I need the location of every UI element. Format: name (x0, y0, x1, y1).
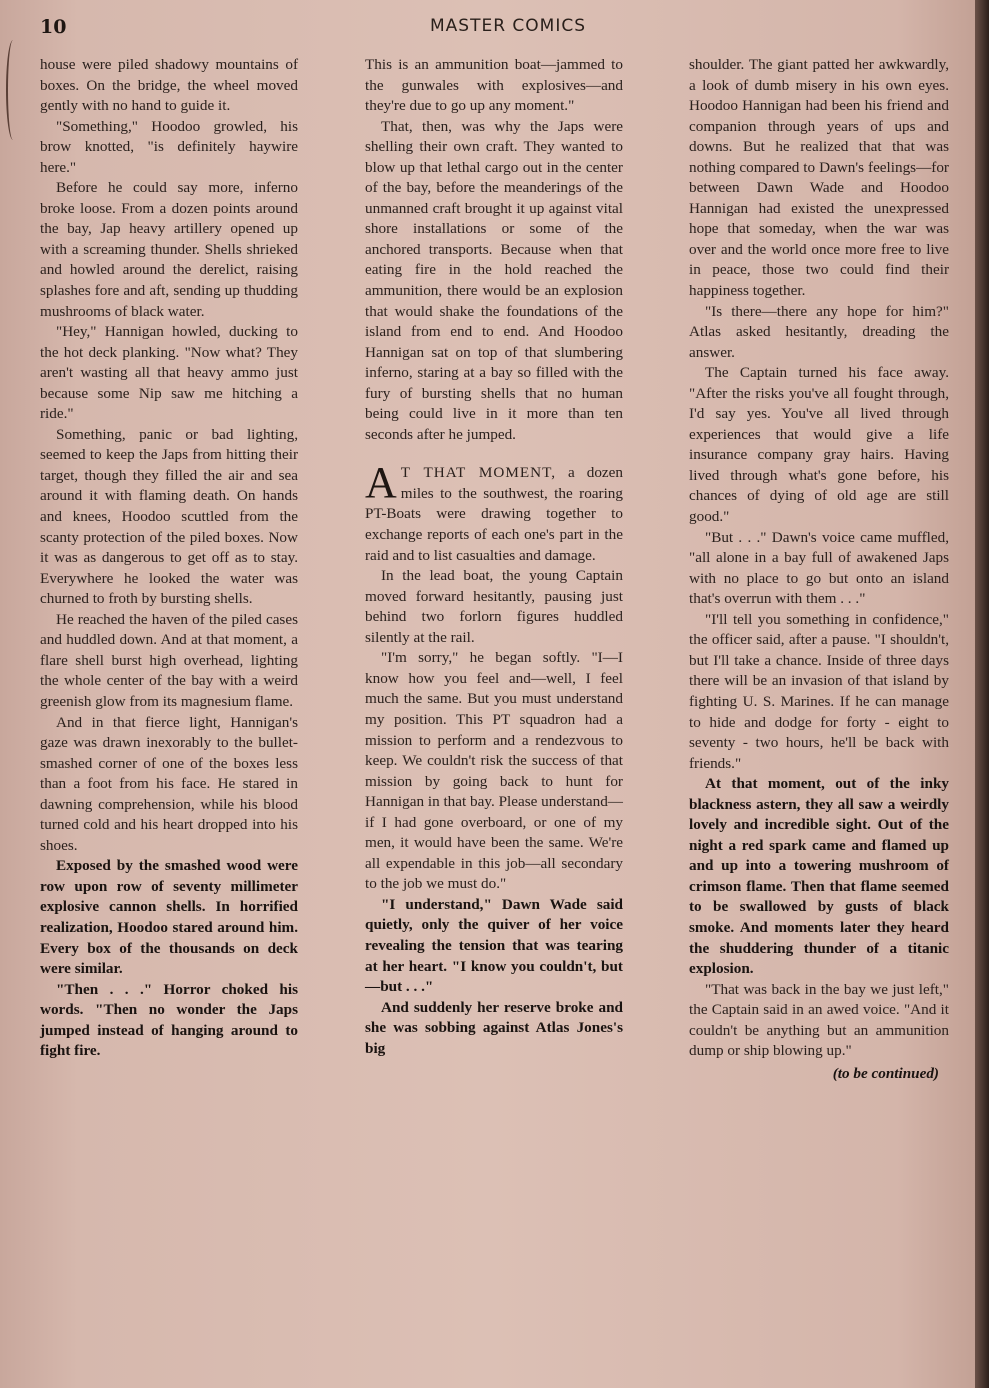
paragraph: "But . . ." Dawn's voice came muffled, "all alone in a bay full of awakened Japs with no place to go but onto an island that's overrun with them . . ." (689, 528, 949, 608)
paragraph: The Captain turned his face away. "After the risks you've all fought through, I'd say yes. You've all lived through experiences that would give a life insurance company gray hairs. Having lived through what's gone before, his chances of dying of old age are still good." (689, 364, 949, 526)
paragraph: "Something," Hoodoo growled, his brow knotted, "is definitely haywire here." (40, 117, 298, 176)
text-column-2 (365, 55, 623, 1059)
paragraph: "Is there—there any hope for him?" Atlas asked hesitantly, dreading the answer. (689, 302, 949, 361)
paragraph: That, then, was why the Japs were shelling their own craft. They wanted to blow up that lethal cargo out in the center of the bay, before the meanderings of the unmanned craft brought it up against vital shore installations or some of the anchored transports. Because when that eating fire in the hold reached the ammunition, there would be an explosion that would shake the foundations of the island from end to end. And Hoodoo Hannigan sat on top of that slumbering inferno, staring at a bay so filled with the fury of bursting shells that no human being could live in it more than ten seconds after he jumped. (365, 117, 623, 443)
text-column-1 (40, 55, 298, 1062)
drop-cap: A (365, 458, 397, 508)
paragraph: shoulder. The giant patted her awkwardly, a look of dumb misery in his own eyes. Hoodoo Hannigan had been his friend and companion through years of ups and downs. But he realized that that was nothing compared to Dawn's feelings—for between Dawn Wade and Hoodoo Hannigan had existed the unexpressed hope that someday, when the war was over and the world once more free to live in peace, those two could find their happiness together. (689, 56, 949, 300)
paragraph: Before he could say more, inferno broke loose. From a dozen points around the bay, Jap heavy artillery opened up with a screaming thunder. Shells shrieked and howled around the derelict, raising splashes fore and aft, sending up thudding mushrooms of black water. (40, 179, 298, 320)
magazine-title: MASTER COMICS (430, 16, 587, 36)
paragraph: "Hey," Hannigan howled, ducking to the hot deck planking. "Now what? They aren't wasting all that heavy ammo just because some Nip saw me hitching a ride." (40, 323, 298, 423)
page-number: 10 (40, 16, 67, 38)
paragraph: "Then . . ." Horror choked his words. "Then no wonder the Japs jumped instead of hanging around to fight fire. (40, 980, 298, 1060)
section-lead: T THAT MOMENT, (400, 464, 557, 482)
paragraph: This is an ammunition boat—jammed to the gunwales with explosives—and they're due to go up any moment." (365, 56, 623, 115)
section-text: dozen miles to the southwest, the roaring PT-Boats were drawing together to exchange reports of each one's part in the raid and to list casualties and damage. (365, 464, 623, 564)
paragraph: In the lead boat, the young Captain moved forward hesitantly, pausing just behind two forlorn figures huddled silently at the rail. (365, 567, 623, 646)
paragraph: "I'll tell you something in confidence," the officer said, after a pause. "I shouldn't, but I'll take a chance. Inside of three days there will be an invasion of that island by fighting U. S. Marines. If he can manage to hide and dodge for forty - eight to seventy - two hours, he'll be back with friends." (689, 610, 949, 772)
text-column-3 (689, 55, 949, 1084)
section-lead-paragraph (365, 458, 623, 566)
paragraph: At that moment, out of the inky blackness astern, they all saw a weirdly lovely and incredible sight. Out of the night a red spark came and flamed up and up into a towering mushroom of crimson flame. Then that flame seemed to be swallowed by gusts of black smoke. And moments later they heard the shuddering thunder of a titanic explosion. (689, 775, 949, 978)
paragraph: "That was back in the bay we just left," the Captain said in an awed voice. "And it couldn't be anything but an ammunition dump or ship blowing up." (689, 980, 949, 1060)
paragraph: house were piled shadowy mountains of boxes. On the bridge, the wheel moved gently with no hand to guide it. (40, 56, 298, 115)
paragraph: Something, panic or bad lighting, seemed to keep the Japs from hitting their target, though they filled the air and sea around it with flaming death. On hands and knees, Hoodoo scuttled from the scanty protection of the piled boxes. Now it was as dangerous to get off as to stay. Everywhere he looked the water was churned to froth by bursting shells. (40, 425, 298, 608)
paragraph: "I'm sorry," he began softly. "I—I know how you feel and—well, I feel much the same. But you must understand my position. This PT squadron had a mission to perform and a rendezvous to keep. We couldn't risk the success of that mission by going back to hunt for Hannigan in that bay. Please understand—if I had gone overboard, or one of my men, it would have been the same. We're all expendable in this job—all secondary to the job we must do." (365, 649, 623, 893)
paragraph: And suddenly her reserve broke and she was sobbing against Atlas Jones's big (365, 998, 623, 1057)
paragraph: He reached the haven of the piled cases and huddled down. And at that moment, a flare shell burst high overhead, lighting the whole center of the bay with a weird greenish glow from its magnesium flame. (40, 610, 298, 710)
page-edge (975, 0, 989, 1388)
paragraph: "I understand," Dawn Wade said quietly, only the quiver of her voice revealing the tension that was tearing at her heart. "I know you couldn't, but—but . . ." (365, 895, 623, 996)
paragraph: Exposed by the smashed wood were row upon row of seventy millimeter explosive cannon shells. In horrified realization, Hoodoo stared around him. Every box of the thousands on deck were similar. (40, 857, 298, 978)
binding-mark (6, 40, 20, 140)
to-be-continued: (to be continued) (832, 1064, 939, 1082)
paragraph: And in that fierce light, Hannigan's gaze was drawn inexorably to the bullet-smashed corner of one of the boxes less than a foot from his face. He stared in dawning comprehension, while his blood turned cold and his heart dropped into his shoes. (40, 713, 298, 854)
section-lead-trail: a (556, 464, 575, 482)
running-head (0, 12, 975, 40)
